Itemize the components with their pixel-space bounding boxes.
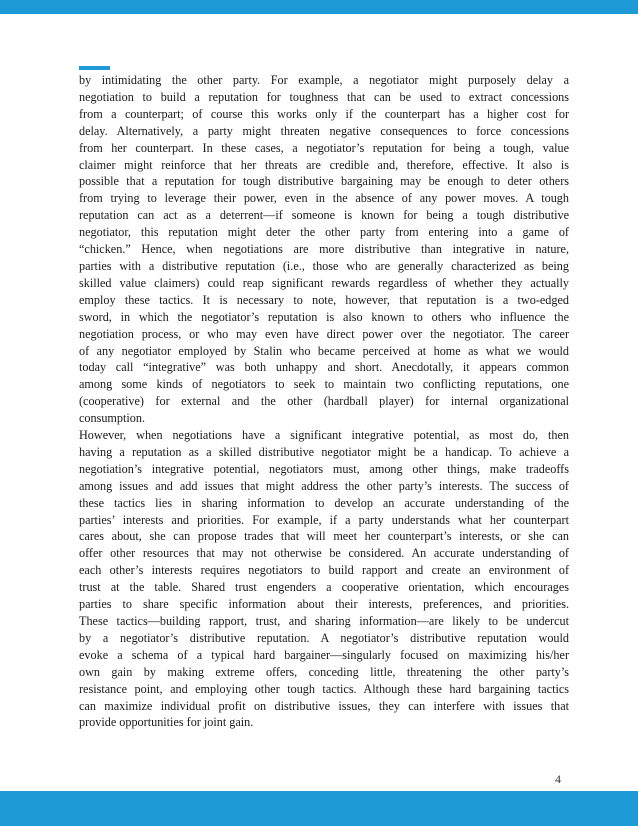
top-accent-bar — [0, 0, 638, 14]
text-line: reputation can act as a deterrent—if someone is known for being a tough distributive — [79, 208, 569, 223]
text-line: from her counterpart. In these cases, a negotiator’s reputation for being a tough, value — [79, 140, 569, 155]
text-line: among some kinds of negotiators to seek to maintain two conflicting reputations, one — [79, 377, 569, 392]
text-line: (cooperative) for external and the other (hardball player) for internal organizational — [79, 394, 569, 409]
text-line: by a negotiator’s distributive reputation. A negotiator’s distributive reputation would — [79, 630, 569, 645]
text-line: negotiation process, or who may even have direct power over the negotiator. The career — [79, 326, 569, 341]
text-line: evoke a schema of a typical hard bargainer—singularly focused on maximizing his/her — [79, 647, 569, 662]
text-line: from trying to leverage their power, even in the absence of any power moves. A tough — [79, 191, 569, 206]
text-line: claimer might reinforce that her threats are credible and, therefore, effective. It also is — [79, 157, 569, 172]
text-line: these tactics lies in sharing information to develop an accurate understanding of the — [79, 495, 569, 510]
text-line: can maximize individual profit on distributive issues, they can interfere with issues that — [79, 698, 569, 713]
text-line: provide opportunities for joint gain. — [79, 715, 254, 730]
bottom-accent-bar — [0, 791, 638, 826]
text-line: resistance point, and employing other tough tactics. Although these hard bargaining tactics — [79, 681, 569, 696]
text-line: by intimidating the other party. For example, a negotiator might purposely delay a — [79, 73, 569, 87]
text-line: among issues and add issues that might address the other party’s interests. The success of — [79, 478, 569, 493]
text-line: trust at the table. Shared trust engenders a cooperative orientation, which encourages — [79, 580, 569, 595]
text-line: skilled value claimers) could reap significant rewards regardless of whether they actually — [79, 275, 569, 290]
text-line: own gain by making extreme offers, conceding little, threatening the other party’s — [79, 664, 569, 679]
text-line: offer other resources that may not otherwise be considered. An accurate understanding of — [79, 546, 569, 561]
text-line: possible that a reputation for tough distributive bargaining may be enough to deter others — [79, 174, 569, 189]
text-line: sword, in which the negotiator’s reputation is also known to others who influence the — [79, 309, 569, 324]
text-line: cares about, she can propose trades that will meet her counterpart’s interests, or she can — [79, 529, 569, 544]
text-line: negotiator, this reputation might deter the other party from entering into a game of — [79, 225, 569, 240]
text-line: each other’s interests requires negotiators to build rapport and create an environment of — [79, 563, 569, 578]
text-line: negotiation’s integrative potential, negotiators must, among other things, make tradeoffs — [79, 461, 569, 476]
text-line: delay. Alternatively, a party might threaten negative consequences to force concessions — [79, 123, 569, 138]
text-line: employ these tactics. It is necessary to note, however, that reputation is a two-edged — [79, 292, 569, 307]
text-line: having a reputation as a skilled distributive negotiator might be a handicap. To achieve a — [79, 444, 569, 459]
accent-dash — [79, 66, 110, 70]
text-line: parties to share specific information about their interests, preferences, and priorities. — [79, 597, 569, 612]
text-line: from a counterpart; of course this works only if the counterpart has a higher cost for — [79, 106, 569, 121]
text-line: These tactics—building rapport, trust, and sharing information—are likely to be undercut — [79, 614, 569, 628]
text-line: of any negotiator employed by Stalin who became perceived at home as what we would — [79, 343, 569, 358]
text-line: “chicken.” Hence, when negotiations are more distributive than integrative in nature, — [79, 242, 569, 257]
text-line: negotiation to build a reputation for toughness that can be used to extract concessions — [79, 89, 569, 104]
text-line: parties’ interests and priorities. For example, if a party understands what her counterpart — [79, 512, 569, 527]
page-number: 4 — [555, 772, 561, 786]
text-line: parties with a distributive reputation (i.e., those who are generally characterized as being — [79, 258, 569, 273]
text-line: consumption. — [79, 411, 146, 426]
body-text — [79, 72, 569, 731]
text-line: However, when negotiations have a significant integrative potential, as most do, then — [79, 428, 569, 443]
text-line: today call “integrative” was both unhappy and short. Anecdotally, it appears common — [79, 360, 569, 375]
